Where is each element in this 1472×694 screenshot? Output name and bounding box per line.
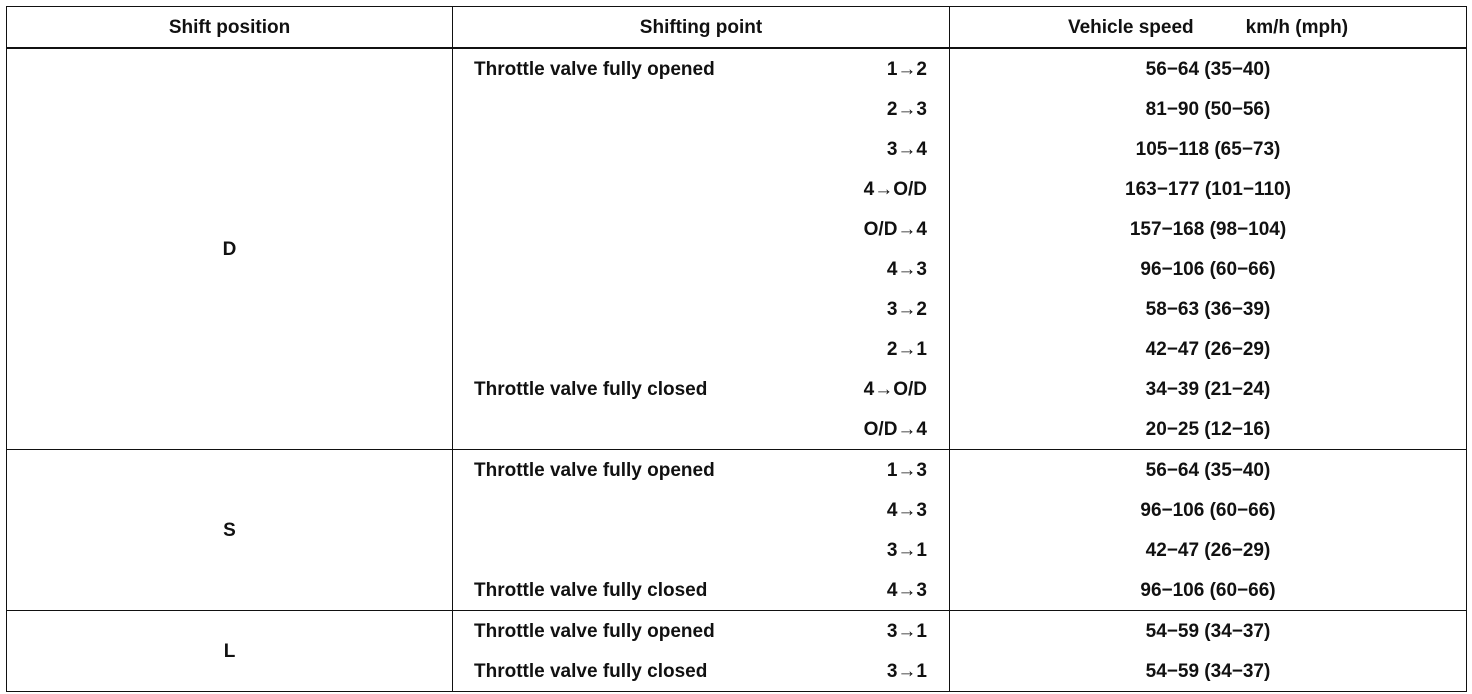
- shift-point: 3→1: [886, 620, 927, 642]
- header-speed-unit: km/h (mph): [1245, 16, 1349, 38]
- throttle-condition: Throttle valve fully closed: [453, 369, 783, 409]
- throttle-condition: [453, 530, 783, 570]
- header-shift-position: Shift position: [7, 7, 453, 49]
- throttle-condition: [453, 409, 783, 450]
- vehicle-speed: 34−39 (21−24): [950, 369, 1467, 409]
- vehicle-speed: 58−63 (36−39): [950, 289, 1467, 329]
- vehicle-speed: 42−47 (26−29): [950, 530, 1467, 570]
- vehicle-speed: 20−25 (12−16): [950, 409, 1467, 450]
- table-row: [7, 48, 1467, 89]
- shift-point: 4→O/D: [863, 178, 927, 200]
- vehicle-speed: 96−106 (60−66): [950, 249, 1467, 289]
- throttle-condition: [453, 169, 783, 209]
- throttle-condition: [453, 289, 783, 329]
- shift-position-d: D: [7, 48, 453, 450]
- throttle-condition: Throttle valve fully closed: [453, 651, 783, 692]
- shift-point: O/D→4: [863, 218, 927, 240]
- shift-point: 3→4: [886, 138, 927, 160]
- vehicle-speed: 81−90 (50−56): [950, 89, 1467, 129]
- vehicle-speed: 54−59 (34−37): [950, 611, 1467, 652]
- header-vehicle-speed-cell: [950, 7, 1467, 49]
- throttle-condition: Throttle valve fully closed: [453, 570, 783, 611]
- throttle-condition: [453, 209, 783, 249]
- throttle-condition: [453, 89, 783, 129]
- vehicle-speed: 157−168 (98−104): [950, 209, 1467, 249]
- shift-point: 4→3: [886, 258, 927, 280]
- vehicle-speed: 56−64 (35−40): [950, 450, 1467, 491]
- vehicle-speed: 96−106 (60−66): [950, 490, 1467, 530]
- shift-point: 1→2: [886, 58, 927, 80]
- shift-point: 3→1: [886, 539, 927, 561]
- table-body: [7, 48, 1467, 692]
- shift-point: 1→3: [886, 459, 927, 481]
- vehicle-speed: 42−47 (26−29): [950, 329, 1467, 369]
- table-header: [7, 7, 1467, 49]
- throttle-condition: [453, 129, 783, 169]
- vehicle-speed: 105−118 (65−73): [950, 129, 1467, 169]
- shift-point: 4→3: [886, 499, 927, 521]
- vehicle-speed: 54−59 (34−37): [950, 651, 1467, 692]
- vehicle-speed: 96−106 (60−66): [950, 570, 1467, 611]
- throttle-condition: Throttle valve fully opened: [453, 611, 783, 652]
- shift-point: 2→1: [886, 338, 927, 360]
- shift-point: 3→1: [783, 651, 950, 692]
- header-row: [7, 7, 1467, 49]
- shift-point-table: [6, 6, 1467, 692]
- throttle-condition: Throttle valve fully opened: [453, 450, 783, 491]
- throttle-condition: [453, 329, 783, 369]
- shift-point: 4→O/D: [863, 378, 927, 400]
- throttle-condition: [453, 249, 783, 289]
- header-shifting-point: Shifting point: [453, 7, 950, 49]
- shift-point: 3→2: [886, 298, 927, 320]
- table-row: [7, 611, 1467, 652]
- throttle-condition: Throttle valve fully opened: [453, 48, 783, 89]
- throttle-condition: [453, 490, 783, 530]
- vehicle-speed: 163−177 (101−110): [950, 169, 1467, 209]
- shift-position-s: S: [7, 450, 453, 611]
- shift-position-l: L: [7, 611, 453, 692]
- shift-point: 2→3: [886, 98, 927, 120]
- shift-point: O/D→4: [783, 409, 950, 450]
- header-vehicle-speed: Vehicle speed: [1067, 16, 1194, 38]
- shift-point: 4→3: [783, 570, 950, 611]
- table-row: [7, 450, 1467, 491]
- vehicle-speed: 56−64 (35−40): [950, 48, 1467, 89]
